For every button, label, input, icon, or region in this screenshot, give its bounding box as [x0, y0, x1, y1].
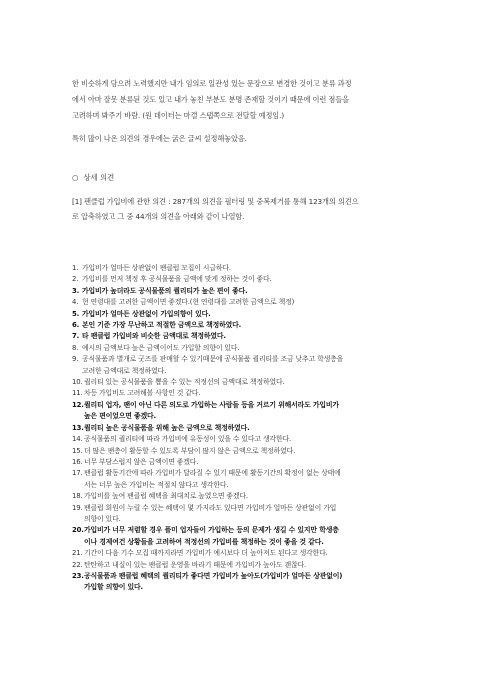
list-item: 16. 너무 부담스럽지 않은 금액이면 좋겠다. — [72, 457, 199, 466]
intro-line: 고려하며 봐주기 바람. (원 데이터는 마갤 스탭쪽으로 전달할 예정임.) — [72, 111, 285, 120]
list-item: 7. 타 팬클럽 가입비와 비슷한 금액대로 책정하였다. — [72, 332, 226, 341]
list-item: 13. 퀄리티 높은 공식물품을 위해 높은 금액으로 책정하였다. — [72, 423, 250, 432]
list-item: 5. 가입비가 얼마든 상관없이 가입의향이 있다. — [72, 309, 211, 318]
summary-line: [1] 팬클럽 가입비에 관한 의견 : 287개의 의견을 필터링 및 중복제거를 통해 123개의 의견으 — [72, 197, 359, 206]
list-item: 8. 예시의 금액보다 높은 금액이어도 가입할 의향이 있다. — [72, 343, 240, 352]
bold-note: 특히 많이 나온 의견의 경우에는 굵은 글씨 설정해놓았음. — [72, 134, 247, 143]
summary-line: 로 압축하였고 그 중 44개의 의견을 아래와 같이 나열함. — [72, 212, 245, 221]
list-item: 11. 차등 가입비도 고려해볼 사항인 것 같다. — [72, 389, 201, 398]
list-item: 22. 탄탄하고 내실이 있는 팬클럽 운영을 바라기 때문에 가입비가 높아도 괜찮다. — [72, 560, 307, 569]
intro-line: 에서 아마 잘못 분류된 것도 있고 내가 놓친 부분도 분명 존재할 것이기 때문에 이런 점들을 — [72, 95, 349, 104]
list-item: 21. 기간이 다음 기수 모집 때까지라면 가입비가 예시보다 더 높아져도 된다고 생각한다. — [72, 549, 328, 558]
list-item: 14. 공식물품의 퀄리티에 따라 가입비에 유동성이 있을 수 있다고 생각한다. — [72, 435, 292, 444]
list-item: 9. 공식물품과 별개로 굿즈를 판매할 수 있기때문에 공식물품 퀄리티를 조금 낮추고 학생층을 고려한 금액대로 책정하였다. — [72, 355, 344, 375]
list-item: 12. 퀄리티 업자, 팬이 아닌 다른 의도로 가입하는 사람들 등을 거르기 위해서라도 가입비가 높은 편이었으면 좋겠다. — [72, 400, 339, 421]
intro-paragraph — [72, 76, 422, 124]
list-item: 18. 가입비를 높여 팬클럽 혜택을 최대치로 높였으면 좋겠다. — [72, 492, 248, 501]
section-title: 상세 의견 — [83, 173, 115, 182]
section-heading — [72, 172, 114, 184]
list-item: 10. 퀄리티 있는 공식물품을 뽑을 수 있는 적정선의 금액대로 책정하였다. — [72, 378, 285, 387]
circle-bullet-icon: ○ — [72, 173, 79, 182]
list-item: 2. 가입비를 먼저 책정 후 공식물품을 금액에 맞게 정하는 것이 좋다. — [72, 275, 272, 284]
list-item: 1. 가입비가 얼마든 상관없이 팬클럽 모집이 시급하다. — [72, 264, 231, 272]
list-item: 6. 본인 기준 가장 무난하고 적절한 금액으로 책정하였다. — [72, 321, 242, 330]
list-item: 23. 공식물품과 팬클럽 혜택의 퀄리티가 좋다면 가입비가 높아도(가입비가 얼마든 상관없이) 가입할 의향이 있다. — [72, 571, 343, 592]
list-item: 4. 현 연령대를 고려한 금액이면 좋겠다.(현 연령대를 고려한 금액으로 책정) — [72, 298, 295, 307]
intro-line: 한 비슷하게 담으려 노력했지만 내가 임의로 일관성 있는 문장으로 변경한 것이고 분류 과정 — [72, 79, 352, 88]
summary-paragraph — [72, 194, 422, 224]
opinion-list — [72, 263, 424, 594]
list-item: 3. 가입비가 높더라도 공식물품의 퀄리티가 높은 편이 좋다. — [72, 286, 248, 295]
list-item: 15. 더 많은 팬층이 활동할 수 있도록 부담이 많지 않은 금액으로 책정하였다. — [72, 446, 296, 455]
list-item: 19. 팬클럽 회원이 누릴 수 있는 혜택이 몇 가지라도 있다면 가입비가 얼마든 상관없이 가입 의향이 있다. — [72, 503, 337, 523]
list-item: 17. 팬클럽 활동기간에 따라 가입비가 달라질 수 있기 때문에 활동기간의 확정이 없는 상태에 서는 너무 높은 가입비는 적절치 않다고 생각한다. — [72, 469, 341, 489]
list-item: 20. 가입비가 너무 저렴할 경우 플미 업자들이 가입하는 등의 문제가 생길 수 있지만 학생층 이나 경제여건 상황들을 고려하여 적정선의 가입비를 책정하는 것이 좋을 것 같다. — [72, 526, 339, 546]
